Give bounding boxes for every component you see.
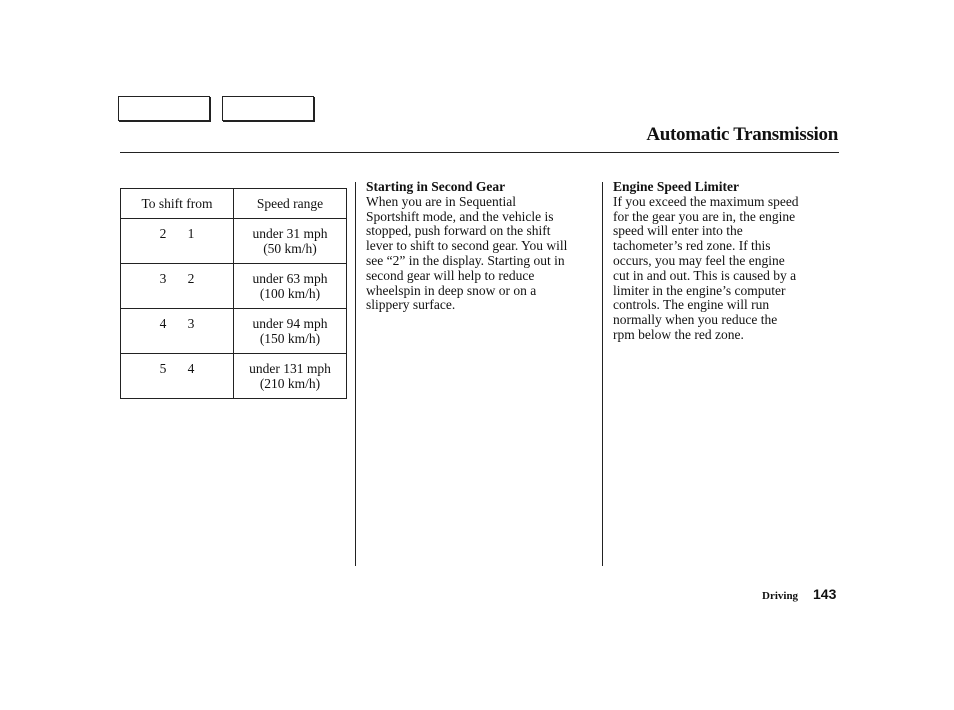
body-line: Sportshift mode, and the vehicle is [366, 208, 554, 224]
gear-from: 4 [159, 316, 167, 331]
column-divider [602, 182, 603, 566]
gear-to: 2 [187, 271, 195, 286]
body-line: tachometer’s red zone. If this [613, 238, 771, 254]
title-divider [120, 152, 839, 153]
speed-cell [234, 354, 347, 399]
section-heading: Engine Speed Limiter [613, 179, 740, 194]
body-line: limiter in the engine’s computer [613, 282, 786, 298]
body-line: If you exceed the maximum speed [613, 193, 799, 209]
speed-kmh: (210 km/h) [259, 376, 321, 391]
table-row [121, 219, 347, 264]
body-line: When you are in Sequential [366, 193, 516, 209]
body-line: cut in and out. This is caused by a [613, 267, 797, 283]
speed-cell [234, 219, 347, 264]
gear-from: 2 [159, 226, 167, 241]
column-divider [355, 182, 356, 566]
footer-section-label: Driving [762, 590, 799, 602]
header-tab-box-right [222, 96, 314, 121]
table-row [121, 354, 347, 399]
gear-from: 5 [159, 361, 167, 376]
section-starting-second-gear [366, 180, 598, 313]
shift-cell [121, 354, 234, 399]
body-line: lever to shift to second gear. You will [366, 238, 568, 254]
speed-cell [234, 264, 347, 309]
section-heading: Starting in Second Gear [366, 179, 506, 194]
table-header-shift-from: To shift from [121, 189, 234, 219]
speed-kmh: (100 km/h) [259, 286, 321, 301]
section-body [366, 195, 598, 313]
table-row [121, 309, 347, 354]
shift-cell [121, 264, 234, 309]
body-line: wheelspin in deep snow or on a [366, 282, 537, 298]
body-line: speed will enter into the [613, 223, 743, 239]
body-line: for the gear you are in, the engine [613, 208, 796, 224]
section-body [613, 195, 833, 343]
table-row [121, 264, 347, 309]
body-line: see “2” in the display. Starting out in [366, 252, 565, 268]
body-line: slippery surface. [366, 297, 456, 313]
table-header-speed-range: Speed range [234, 189, 347, 219]
speed-cell [234, 309, 347, 354]
speed-mph: under 131 mph [249, 361, 331, 376]
gear-to: 1 [187, 226, 195, 241]
gear-from: 3 [159, 271, 167, 286]
section-engine-speed-limiter [613, 180, 833, 343]
speed-mph: under 31 mph [252, 226, 328, 241]
body-line: second gear will help to reduce [366, 267, 535, 283]
body-line: controls. The engine will run [613, 297, 770, 313]
header-tab-box-left [118, 96, 210, 121]
speed-kmh: (150 km/h) [259, 331, 321, 346]
shift-speed-table [120, 188, 347, 399]
shift-cell [121, 309, 234, 354]
body-line: rpm below the red zone. [613, 326, 744, 342]
gear-to: 4 [187, 361, 195, 376]
speed-mph: under 63 mph [252, 271, 328, 286]
page-title: Automatic Transmission [646, 124, 838, 145]
body-line: occurs, you may feel the engine [613, 252, 785, 268]
speed-kmh: (50 km/h) [263, 241, 317, 256]
table-header-row [121, 189, 347, 219]
speed-mph: under 94 mph [252, 316, 328, 331]
body-line: normally when you reduce the [613, 312, 778, 328]
gear-to: 3 [187, 316, 195, 331]
shift-cell [121, 219, 234, 264]
page-number: 143 [813, 586, 837, 602]
body-line: stopped, push forward on the shift [366, 223, 551, 239]
